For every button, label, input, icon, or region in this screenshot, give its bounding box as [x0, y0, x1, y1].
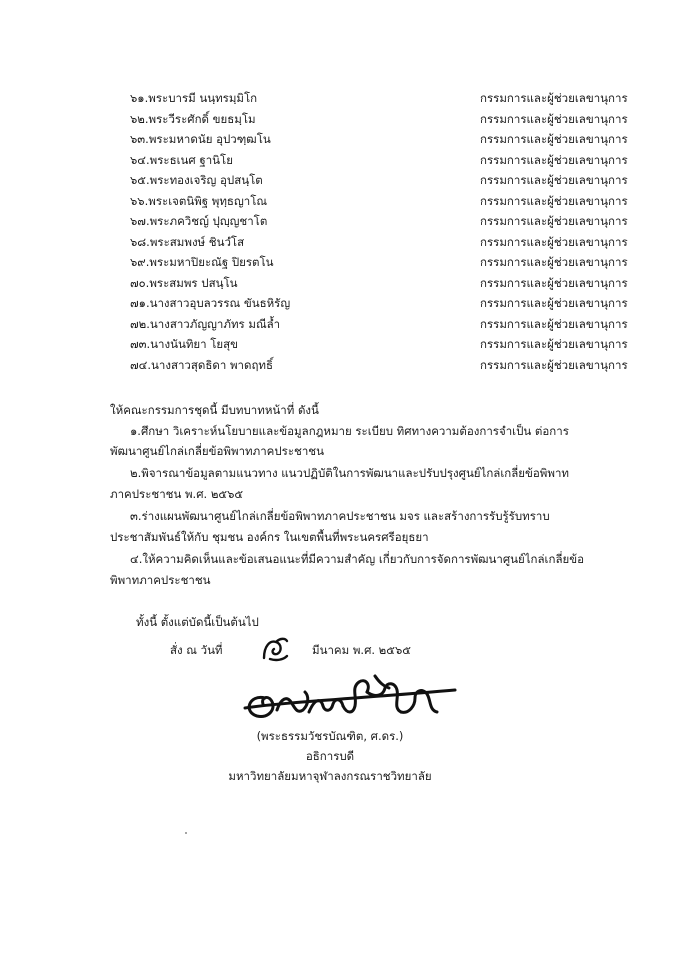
member-role: กรรมการและผู้ช่วยเลขานุการ — [480, 234, 628, 249]
member-list — [130, 88, 628, 375]
member-role: กรรมการและผู้ช่วยเลขานุการ — [480, 296, 628, 310]
stray-dot — [185, 832, 187, 834]
member-name: ๗๔.นางสาวสุดธิดา พาดฤทธิ์ — [130, 357, 274, 372]
duty-1-line-1: ๑.ศึกษา วิเคราะห์นโยบายและข้อมูลกฎหมาย ระเบียบ ทิศทางความต้องการจำเป็น ต่อการ — [130, 424, 569, 438]
member-role: กรรมการและผู้ช่วยเลขานุการ — [480, 173, 628, 187]
member-row — [130, 150, 628, 171]
signatory-organization: มหาวิทยาลัยมหาจุฬาลงกรณราชวิทยาลัย — [228, 769, 432, 783]
member-role: กรรมการและผู้ช่วยเลขานุการ — [480, 111, 628, 126]
member-row — [130, 211, 628, 232]
order-prefix: สั่ง ณ วันที่ — [170, 643, 223, 657]
member-row — [130, 293, 628, 314]
member-name: ๗๐.พระสมพร ปสนฺโน — [130, 275, 238, 290]
member-name: ๗๑.นางสาวอุบลวรรณ ขันธหิรัญ — [130, 296, 291, 310]
member-role: กรรมการและผู้ช่วยเลขานุการ — [480, 255, 628, 269]
member-row — [130, 191, 628, 212]
member-row — [130, 129, 628, 150]
member-role: กรรมการและผู้ช่วยเลขานุการ — [480, 193, 628, 208]
member-row — [130, 88, 628, 109]
member-name: ๖๙.พระมหาปิยะณัฐ ปิยรตโน — [130, 255, 274, 269]
member-row — [130, 170, 628, 191]
duty-1-line-2: พัฒนาศูนย์ไกล่เกลี่ยข้อพิพาทภาคประชาชน — [110, 444, 324, 458]
member-name: ๗๓.นางนันทิยา โยสุข — [130, 337, 239, 351]
duties-intro: ให้คณะกรรมการชุดนี้ มีบทบาทหน้าที่ ดังนี้ — [110, 403, 319, 417]
member-name: ๖๔.พระธเนศ ฐานิโย — [130, 152, 233, 167]
member-name: ๖๖.พระเจตนิพิฐ พุทฺธญาโณ — [130, 193, 268, 208]
member-role: กรรมการและผู้ช่วยเลขานุการ — [480, 91, 628, 105]
member-name: ๖๒.พระวีระศักดิ์ ขยธมฺโม — [130, 111, 256, 126]
signatory-position: อธิการบดี — [305, 749, 355, 763]
member-row — [130, 252, 628, 273]
member-role: กรรมการและผู้ช่วยเลขานุการ — [480, 337, 628, 351]
member-role: กรรมการและผู้ช่วยเลขานุการ — [480, 316, 628, 331]
member-name: ๖๓.พระมหาดนัย อุปวฑฺฒโน — [130, 132, 271, 146]
duty-3-line-1: ๓.ร่างแผนพัฒนาศูนย์ไกล่เกลี่ยข้อพิพาทภาคประชาชน มจร และสร้างการรับรู้รับทราบ — [130, 509, 550, 523]
member-name: ๖๘.พระสมพงษ์ ชินวํโส — [130, 234, 245, 249]
member-name: ๗๒.นางสาวภัญญาภัทร มณีล้ำ — [130, 316, 281, 331]
duty-3-line-2: ประชาสัมพันธ์ให้กับ ชุมชน องค์กร ในเขตพื้นที่พระนครศรีอยุธยา — [110, 530, 429, 544]
member-role: กรรมการและผู้ช่วยเลขานุการ — [480, 357, 628, 372]
member-role: กรรมการและผู้ช่วยเลขานุการ — [480, 132, 628, 146]
member-name: ๖๕.พระทองเจริญ อุปสนฺโต — [130, 173, 263, 187]
member-name: ๖๗.พระภควิชญ์ ปุญฺญชาโต — [130, 214, 268, 228]
member-row — [130, 109, 628, 130]
member-role: กรรมการและผู้ช่วยเลขานุการ — [480, 275, 628, 290]
member-row — [130, 334, 628, 355]
member-name: ๖๑.พระบารมี นนฺทรมฺมิโก — [130, 91, 258, 105]
member-row — [130, 355, 628, 376]
member-role: กรรมการและผู้ช่วยเลขานุการ — [480, 152, 628, 167]
handwritten-day-mark — [260, 632, 290, 666]
duty-2-line-1: ๒.พิจารณาข้อมูลตามแนวทาง แนวปฏิบัติในการพัฒนาและปรับปรุงศูนย์ไกล่เกลี่ยข้อพิพาท — [130, 466, 569, 480]
duty-2-line-2: ภาคประชาชน พ.ศ. ๒๕๖๕ — [110, 487, 244, 501]
effective-statement: ทั้งนี้ ตั้งแต่บัดนี้เป็นต้นไป — [136, 615, 259, 629]
signatory-name: (พระธรรมวัชรบัณฑิต, ศ.ดร.) — [256, 729, 404, 743]
signature — [225, 668, 475, 728]
member-row — [130, 314, 628, 335]
member-role: กรรมการและผู้ช่วยเลขานุการ — [480, 214, 628, 228]
member-row — [130, 273, 628, 294]
order-date: มีนาคม พ.ศ. ๒๕๖๕ — [312, 643, 411, 657]
duty-4-line-1: ๔.ให้ความคิดเห็นและข้อเสนอแนะที่มีความสำคัญ เกี่ยวกับการจัดการพัฒนาศูนย์ไกล่เกลี่ยข้อ — [130, 552, 585, 566]
duty-4-line-2: พิพาทภาคประชาชน — [110, 573, 211, 587]
member-row — [130, 232, 628, 253]
